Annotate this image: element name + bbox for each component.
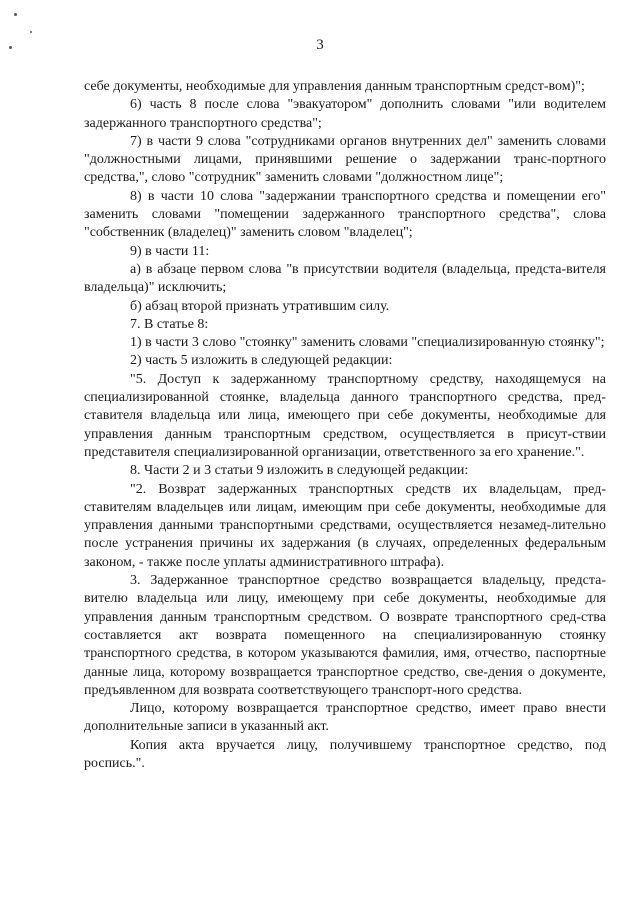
paragraph: себе документы, необходимые для управления данным транспортным средст-вом)";: [84, 79, 585, 94]
paragraph: Лицо, которому возвращается транспортное средство, имеет право внести дополнительные записи в указанный акт.: [84, 701, 606, 735]
page-number: 3: [316, 37, 324, 53]
paragraph: 7) в части 9 слова "сотрудниками органов внутренних дел" заменить словами "должностными лицами, принявшими решение о задержании транс-портного средства,", слово "сотрудник" заменить словами "должностном лице";: [84, 133, 606, 186]
paragraph: 2) часть 5 изложить в следующей редакции:: [130, 353, 393, 369]
paragraph: "5. Доступ к задержанному транспортному средству, находящемуся на специализированной стоянке, владельца данного транспортного средства, пред-ставителя владельца или лица, имеющего при себе документы, необходимые для управления данным транспортным средством, осуществляется в присут-ствии представителя специализированной организации, ответственного за его хранение.".: [84, 371, 606, 460]
paragraph: 8) в части 10 слова "задержании транспортного средства и помещении его" заменить словами "помещении задержанного транспортного средства", слова "собственник (владелец)" заменить словом "владелец";: [84, 188, 606, 241]
scan-speck: [30, 31, 32, 33]
paragraph: 9) в части 11:: [130, 243, 210, 259]
paragraph: 7. В статье 8:: [130, 316, 209, 332]
paragraph: "2. Возврат задержанных транспортных средств их владельцам, пред-ставителям владельцев или лицам, имеющим при себе документы, необходимые для управления данными транспортными средствами, осуществляется незамед-лительно после устранения причины их задержания (в случаях, определенных федеральным законом, - также после уплаты административного штрафа).: [84, 481, 606, 570]
paragraph: а) в абзаце первом слова "в присутствии водителя (владельца, предста-вителя владельца)" исключить;: [84, 261, 606, 296]
paragraph: 6) часть 8 после слова "эвакуатором" дополнить словами "или водителем задержанного транспортного средства";: [84, 97, 606, 131]
paragraph: Копия акта вручается лицу, получившему транспортное средство, под роспись.".: [84, 737, 606, 771]
document-body: [84, 78, 606, 773]
scan-speck: [14, 13, 17, 16]
paragraph: 1) в части 3 слово "стоянку" заменить словами "специализированную стоянку";: [130, 335, 605, 351]
paragraph: 3. Задержанное транспортное средство возвращается владельцу, предста-вителю владельца или лицу, имеющему при себе документы, необходимые для управления данным транспортным средством. О возврате транспортного сред-ства составляется акт возврата помещенного на специализированную стоянку транспортного средства, в котором указываются фамилия, имя, отчество, паспортные данные лица, которому возвращается транспортное средство, све-дения о документе, предъявленном для возврата соответствующего транспорт-ного средства.: [84, 573, 606, 698]
paragraph: б) абзац второй признать утратившим силу.: [130, 298, 390, 314]
paragraph: 8. Части 2 и 3 статьи 9 изложить в следующей редакции:: [130, 463, 469, 479]
